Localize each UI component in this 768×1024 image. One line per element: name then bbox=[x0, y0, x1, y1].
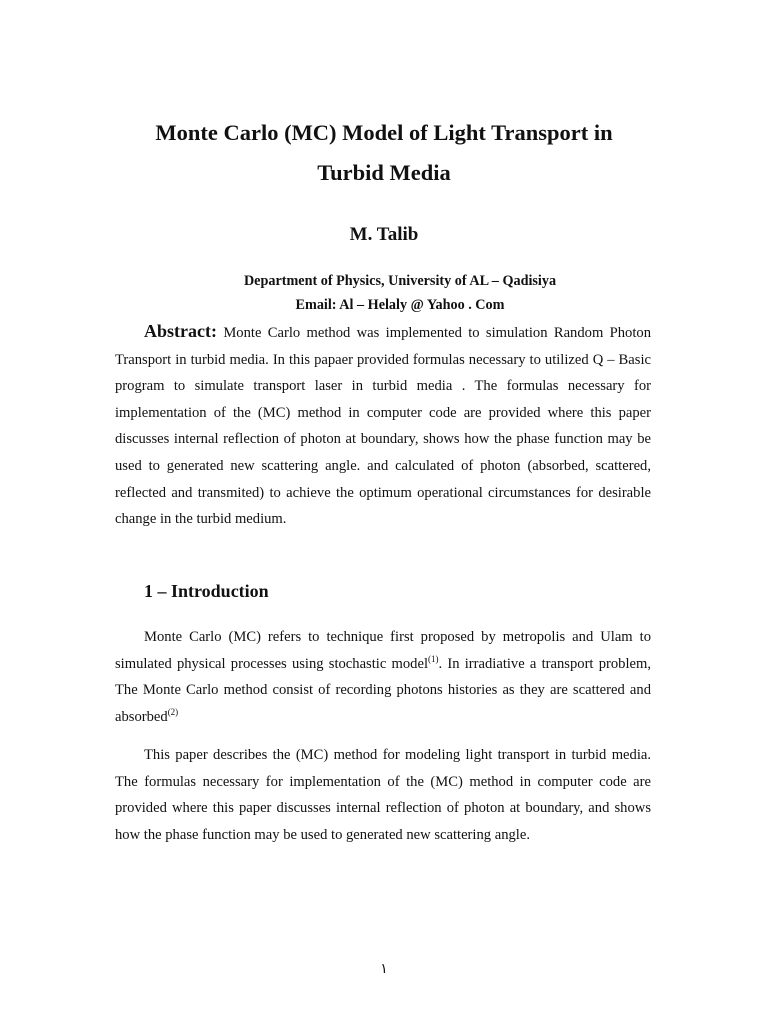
intro-p2-text: This paper describes the (MC) method for modeling light transport in turbid media. The formulas necessary for implementation of the (MC) method in computer code are provided where this paper discusses internal reflection of photon at boundary, and shows how the phase function may be used to generated new scattering angle. bbox=[115, 747, 651, 843]
intro-paragraph-2 bbox=[115, 742, 651, 848]
author-email: Email: Al – Helaly @ Yahoo . Com bbox=[295, 297, 505, 313]
intro-p1-text-a: Monte Carlo (MC) refers to technique first proposed by metropolis and Ulam to simulated physical processes using stochastic model bbox=[115, 629, 651, 672]
abstract-text: Monte Carlo method was implemented to simulation Random Photon Transport in turbid media. In this papaer provided formulas necessary to utilized Q – Basic program to simulate transport laser in turbid media . The formulas necessary for implementation of the (MC) method in computer code are provided where this paper discusses internal reflection of photon at boundary, shows how the phase function may be used to generated new scattering angle. and calculated of photon (absorbed, scattered, reflected and transmited) to achieve the optimum operational circumstances for desirable change in the turbid medium. bbox=[115, 325, 651, 528]
title-line-1: Monte Carlo (MC) Model of Light Transport in bbox=[155, 120, 613, 145]
abstract-label: Abstract: bbox=[144, 321, 217, 341]
section-heading-introduction: 1 – Introduction bbox=[144, 581, 269, 601]
intro-paragraph-1 bbox=[115, 624, 651, 730]
author-name: M. Talib bbox=[349, 224, 419, 245]
paper-title bbox=[0, 113, 768, 193]
author-department: Department of Physics, University of AL – Qadisiya bbox=[243, 273, 557, 289]
intro-p1-text-b: . In irradiative a transport problem, The Monte Carlo method consist of recording photons histories as they are scattered and absorbed bbox=[115, 655, 651, 725]
citation-ref-2: (2) bbox=[167, 706, 179, 717]
page-number: ١ bbox=[380, 962, 388, 977]
title-line-2: Turbid Media bbox=[317, 160, 451, 185]
abstract bbox=[115, 318, 651, 533]
citation-ref-1: (1) bbox=[428, 653, 439, 664]
